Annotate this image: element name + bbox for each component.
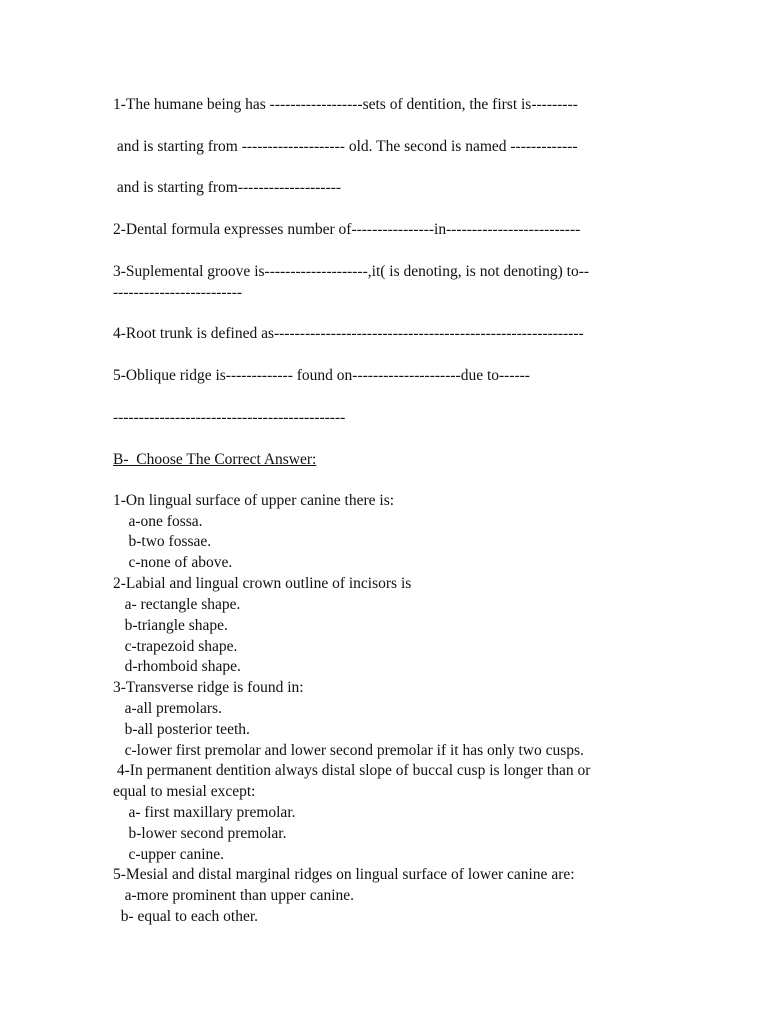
option-b2-a: a- rectangle shape. bbox=[113, 596, 241, 613]
question-b1: 1-On lingual surface of upper canine there is: bbox=[113, 492, 395, 509]
question-a4: 4-Root trunk is defined as------------------------------------------------------------ bbox=[113, 325, 584, 342]
question-a1-line2: and is starting from -------------------- old. The second is named ------------- bbox=[113, 138, 578, 155]
option-b1-b: b-two fossae. bbox=[113, 533, 212, 550]
option-b4-c: c-upper canine. bbox=[113, 846, 225, 863]
question-b5: 5-Mesial and distal marginal ridges on lingual surface of lower canine are: bbox=[113, 866, 575, 883]
option-b4-b: b-lower second premolar. bbox=[113, 825, 287, 842]
option-b1-c: c-none of above. bbox=[113, 554, 233, 571]
question-b4-line2: equal to mesial except: bbox=[113, 783, 256, 800]
question-a3-line2: ------------------------- bbox=[113, 284, 243, 301]
question-b3: 3-Transverse ridge is found in: bbox=[113, 679, 304, 696]
question-a1-line1: 1-The humane being has ------------------sets of dentition, the first is--------- bbox=[113, 96, 578, 113]
question-a5-line2: --------------------------------------------- bbox=[113, 409, 346, 426]
option-b2-c: c-trapezoid shape. bbox=[113, 638, 238, 655]
option-b2-d: d-rhomboid shape. bbox=[113, 658, 241, 675]
question-b4-line1: 4-In permanent dentition always distal slope of buccal cusp is longer than or bbox=[113, 762, 591, 779]
option-b5-b: b- equal to each other. bbox=[113, 908, 259, 925]
question-b2: 2-Labial and lingual crown outline of incisors is bbox=[113, 575, 412, 592]
option-b3-c: c-lower first premolar and lower second premolar if it has only two cusps. bbox=[113, 742, 584, 759]
option-b4-a: a- first maxillary premolar. bbox=[113, 804, 296, 821]
option-b3-a: a-all premolars. bbox=[113, 700, 222, 717]
question-a3-line1: 3-Suplemental groove is--------------------,it( is denoting, is not denoting) to-- bbox=[113, 263, 590, 280]
option-b5-a: a-more prominent than upper canine. bbox=[113, 887, 355, 904]
section-b-heading: B- Choose The Correct Answer: bbox=[113, 451, 317, 468]
question-a2: 2-Dental formula expresses number of----------------in-------------------------- bbox=[113, 221, 581, 238]
option-b2-b: b-triangle shape. bbox=[113, 617, 228, 634]
question-a5-line1: 5-Oblique ridge is------------- found on---------------------due to------ bbox=[113, 367, 530, 384]
option-b1-a: a-one fossa. bbox=[113, 513, 203, 530]
option-b3-b: b-all posterior teeth. bbox=[113, 721, 250, 738]
question-a1-line3: and is starting from-------------------- bbox=[113, 179, 342, 196]
